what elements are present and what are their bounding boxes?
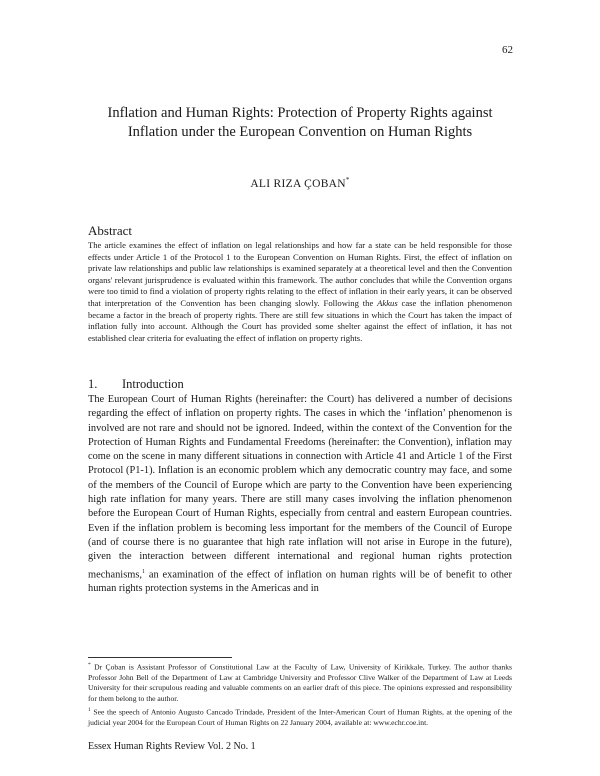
footnotes [88,660,512,730]
intro-text-1: The European Court of Human Rights (hereinafter: the Court) has delivered a number of decisions regarding the effect of inflation on property rights. The cases in which the ‘inflation’ phenomenon is involved are not rare and should not be ignored. Indeed, within the context of the Convention for the Protection of Human Rights and Fundamental Freedoms (hereinafter: the Convention), inflation may come on the scene in many different situations in connection with Article 41 and Article 1 of the First Protocol (P1-1). Inflation is an economic problem which any democratic country may face, and some of the members of the Council of Europe which are party to the Convention have been experiencing high rate inflation for many years. There are still many cases involving the inflation phenomenon before the European Court of Human Rights, especially from central and eastern European countries. Even if the inflation problem is becoming less important for the members of the Council of Europe (and of course there is no guarantee that high rate inflation will not arise in Europe in the future), given the interaction between different international and regional human rights protection mechanisms, [88,394,512,581]
section-heading-introduction [88,377,184,392]
intro-text-2: an examination of the effect of inflation on human rights will be of benefit to other human rights protection systems in the Americas and in [88,569,512,595]
footnote-1-text: See the speech of Antonio Augusto Cancado Trindade, President of the Inter-American Court of Human Rights, at the opening of the judicial year 2004 for the European Court of Human Rights on 22 January 2004, available at: www.echr.coe.int. [88,707,512,728]
author-text: ALI RIZA ÇOBAN [250,177,346,190]
article-title [88,104,512,142]
footnote-separator [88,657,232,658]
footnote-1 [88,705,512,728]
section-number: 1. [88,377,98,391]
section-title: Introduction [122,377,184,391]
journal-footer: Essex Human Rights Review Vol. 2 No. 1 [88,741,256,752]
footnote-author-mark: * [88,662,91,668]
abstract-text-2: case the inflation phenomenon became a factor in the breach of property rights. There are still few situations in which the Court has taken the impact of inflation fully into account. Although the Court has provided some shelter against the effect of inflation, it has not established clear criteria for evaluating the effect of inflation on property rights. [88,297,512,343]
author-footnote-mark: * [345,176,350,184]
footnote-ref-1[interactable]: 1 [141,568,145,575]
footnote-author [88,660,512,704]
abstract-case-name: Akkus [377,297,398,308]
title-line-2: Inflation under the European Convention on Human Rights [127,124,473,140]
abstract-text-1: The article examines the effect of inflation on legal relationships and how far a state can be held responsible for those effects under Article 1 of the Protocol 1 to the European Convention on Human Rights. First, the effect of inflation on private law relationships and public law relationships is examined separately at a theoretical level and then the Convention organs' relevant jurisprudence is evaluated within this framework. The author concludes that while the Convention organs were too timid to find a violation of property rights relating to the effect of inflation in their early years, it can be observed that interpretation of the Convention has been changing slowly. Following the [88,240,512,308]
footnote-author-text: Dr Çoban is Assistant Professor of Constitutional Law at the Faculty of Law, University of Kirikkale, Turkey. The author thanks Professor John Bell of the Department of Law at Cambridge University and Professor Clive Walker of the Department of Law at Leeds University for their scrupulous reading and valuable comments on an earlier draft of this piece. The opinions expressed and responsibility for them belong to the author. [88,662,512,703]
title-line-1: Inflation and Human Rights: Protection of Property Rights against [107,105,493,121]
abstract-heading: Abstract [88,223,133,238]
page-number: 62 [502,44,513,56]
abstract-body [88,240,512,344]
footnote-1-mark: 1 [88,707,91,714]
author-name [88,176,512,190]
introduction-body [88,393,512,597]
